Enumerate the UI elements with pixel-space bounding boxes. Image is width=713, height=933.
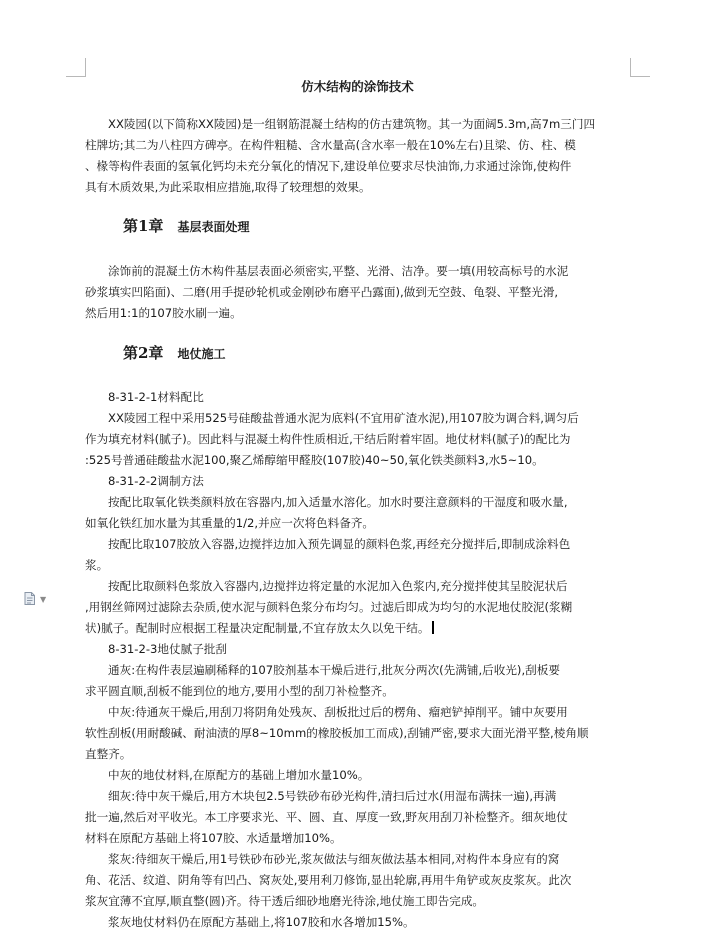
text-line-content: 材料在原配方基础上将107胶、水适量增加10%。 <box>85 831 342 845</box>
text-line <box>85 513 630 534</box>
text-line <box>85 849 630 870</box>
text-line-content: 浆。 <box>85 558 109 572</box>
text-line-content: 细灰:待中灰干燥后,用方木块包2.5号铁砂布砂光构件,清扫后过水(用湿布满抹一遍),再满 <box>108 789 557 803</box>
page-corner-mark-top-left <box>66 58 86 77</box>
text-line <box>85 555 630 576</box>
page-corner-mark-top-right <box>630 58 650 77</box>
text-line-content: 8-31-2-2调制方法 <box>108 474 204 488</box>
text-line-content: 求平圆直顺,刮板不能到位的地方,要用小型的刮刀补检整齐。 <box>85 684 394 698</box>
text-line-content: 角、花活、纹道、阴角等有凹凸、窝灰处,要用利刀修饰,显出轮廓,再用牛角铲或灰皮浆灰。此次 <box>85 873 572 887</box>
chapter-1-heading <box>123 216 249 236</box>
text-line-content: 批一遍,然后对平收光。本工序要求光、平、圆、直、厚度一致,野灰用刮刀补检整齐。细灰地仗 <box>85 810 568 824</box>
text-line <box>85 387 630 408</box>
text-line-content: 通灰:在构件表层遍刷稀释的107胶剂基本干燥后进行,批灰分两次(先满铺,后收光),刮板要 <box>108 663 560 677</box>
paragraph-options-icon[interactable] <box>24 592 35 605</box>
text-line-content: 浆灰宜薄不宜厚,顺直整(圆)齐。待干透后细砂地磨光待涂,地仗施工即告完成。 <box>85 894 485 908</box>
text-line <box>85 807 630 828</box>
text-line: 然后用1:1的107胶水刷一遍。 <box>85 306 242 320</box>
text-line-content: 直整齐。 <box>85 747 132 761</box>
chevron-down-icon[interactable]: ▼ <box>40 595 47 604</box>
text-line-content: 按配比取颜料色浆放入容器内,边搅拌边将定量的水泥加入色浆内,充分搅拌使其呈胶泥状后 <box>108 579 568 593</box>
text-cursor <box>432 621 434 634</box>
text-line-content: 软性刮板(用耐酸碱、耐油渍的厚8~10mm的橡胶板加工而成),刮铺严密,要求大面光滑平整,棱角顺 <box>85 726 589 740</box>
chapter-1-paragraph <box>85 261 630 324</box>
text-line <box>85 828 630 849</box>
text-line <box>85 891 630 912</box>
text-line <box>85 912 630 933</box>
text-line: 具有木质效果,为此采取相应措施,取得了较理想的效果。 <box>85 180 371 194</box>
text-line <box>85 765 630 786</box>
chapter-title: 地仗施工 <box>177 347 226 361</box>
text-line-content: XX陵园工程中采用525号硅酸盐普通水泥为底料(不宜用矿渣水泥),用107胶为调合料,调匀后 <box>108 411 579 425</box>
text-line <box>85 618 630 639</box>
text-line-content: 状)腻子。配制时应根据工程量决定配制量,不宜存放太久以免干结。 <box>85 621 430 635</box>
text-line-content: 浆灰地仗材料仍在原配方基础上,将107胶和水各增加15%。 <box>108 915 415 929</box>
text-line-content: 中灰的地仗材料,在原配方的基础上增加水量10%。 <box>108 768 370 782</box>
chapter-2-body <box>85 387 630 933</box>
text-line <box>85 660 630 681</box>
text-line <box>85 639 630 660</box>
text-line: XX陵园(以下简称XX陵园)是一组钢筋混凝土结构的仿古建筑物。其一为面阔5.3m,高7m三门四 <box>108 117 596 131</box>
document-title: 仿木结构的涂饰技术 <box>301 79 414 94</box>
text-line-content: 浆灰:待细灰干燥后,用1号铁砂布砂光,浆灰做法与细灰做法基本相同,对构件本身应有的窝 <box>108 852 560 866</box>
text-line <box>85 723 630 744</box>
text-line <box>85 408 630 429</box>
text-line-content: 作为填充材料(腻子)。因此料与混凝土构件性质相近,干结后附着牢固。地仗材料(腻子)的配比为 <box>85 432 571 446</box>
text-line-content: 中灰:待通灰干燥后,用刮刀将阴角处残灰、刮板批过后的楞角、瘤疤铲掉削平。铺中灰要用 <box>108 705 568 719</box>
text-line <box>85 450 630 471</box>
text-line <box>85 534 630 555</box>
text-line: 涂饰前的混凝土仿木构件基层表面必须密实,平整、光滑、洁净。要一填(用较高标号的水泥 <box>108 264 569 278</box>
text-line: 、椽等构件表面的氢氧化钙均未充分氧化的情况下,建设单位要求尽快油饰,力求通过涂饰,使构件 <box>85 159 572 173</box>
text-line <box>85 471 630 492</box>
text-line: 砂浆填实凹陷面)、二磨(用手提砂轮机或金刚砂布磨平凸露面),做到无空鼓、龟裂、平整光滑, <box>85 285 559 299</box>
text-line <box>85 744 630 765</box>
text-line <box>85 681 630 702</box>
text-line <box>85 429 630 450</box>
text-line <box>85 702 630 723</box>
text-line: 柱牌坊;其二为八柱四方碑亭。在构件粗糙、含水量高(含水率一般在10%左右)且梁、仿、柱、模 <box>85 138 576 152</box>
text-line <box>85 870 630 891</box>
chapter-number: 第1章 <box>123 217 164 235</box>
text-line-content: 如氧化铁红加水量为其重量的1/2,并应一次将色料备齐。 <box>85 516 375 530</box>
chapter-2-heading <box>123 343 225 363</box>
text-line <box>85 576 630 597</box>
text-line <box>85 492 630 513</box>
intro-paragraph <box>85 114 630 198</box>
text-line-content: 8-31-2-3地仗腻子批刮 <box>108 642 227 656</box>
text-line <box>85 786 630 807</box>
text-line-content: ,用钢丝筛网过滤除去杂质,使水泥与颜料色浆分布均匀。过滤后即成为均匀的水泥地仗胶泥(浆糊 <box>85 600 573 614</box>
text-line-content: :525号普通硅酸盐水泥100,聚乙烯醇缩甲醛胶(107胶)40~50,氧化铁类颜料3,水5~10。 <box>85 453 544 467</box>
chapter-title: 基层表面处理 <box>177 220 250 234</box>
text-line-content: 按配比取107胶放入容器,边搅拌边加入预先调显的颜料色浆,再经充分搅拌后,即制成涂料色 <box>108 537 571 551</box>
chapter-number: 第2章 <box>123 344 164 362</box>
text-line-content: 按配比取氧化铁类颜料放在容器内,加入适量水溶化。加水时要注意颜料的干湿度和吸水量, <box>108 495 568 509</box>
text-line-content: 8-31-2-1材料配比 <box>108 390 204 404</box>
text-line <box>85 597 630 618</box>
